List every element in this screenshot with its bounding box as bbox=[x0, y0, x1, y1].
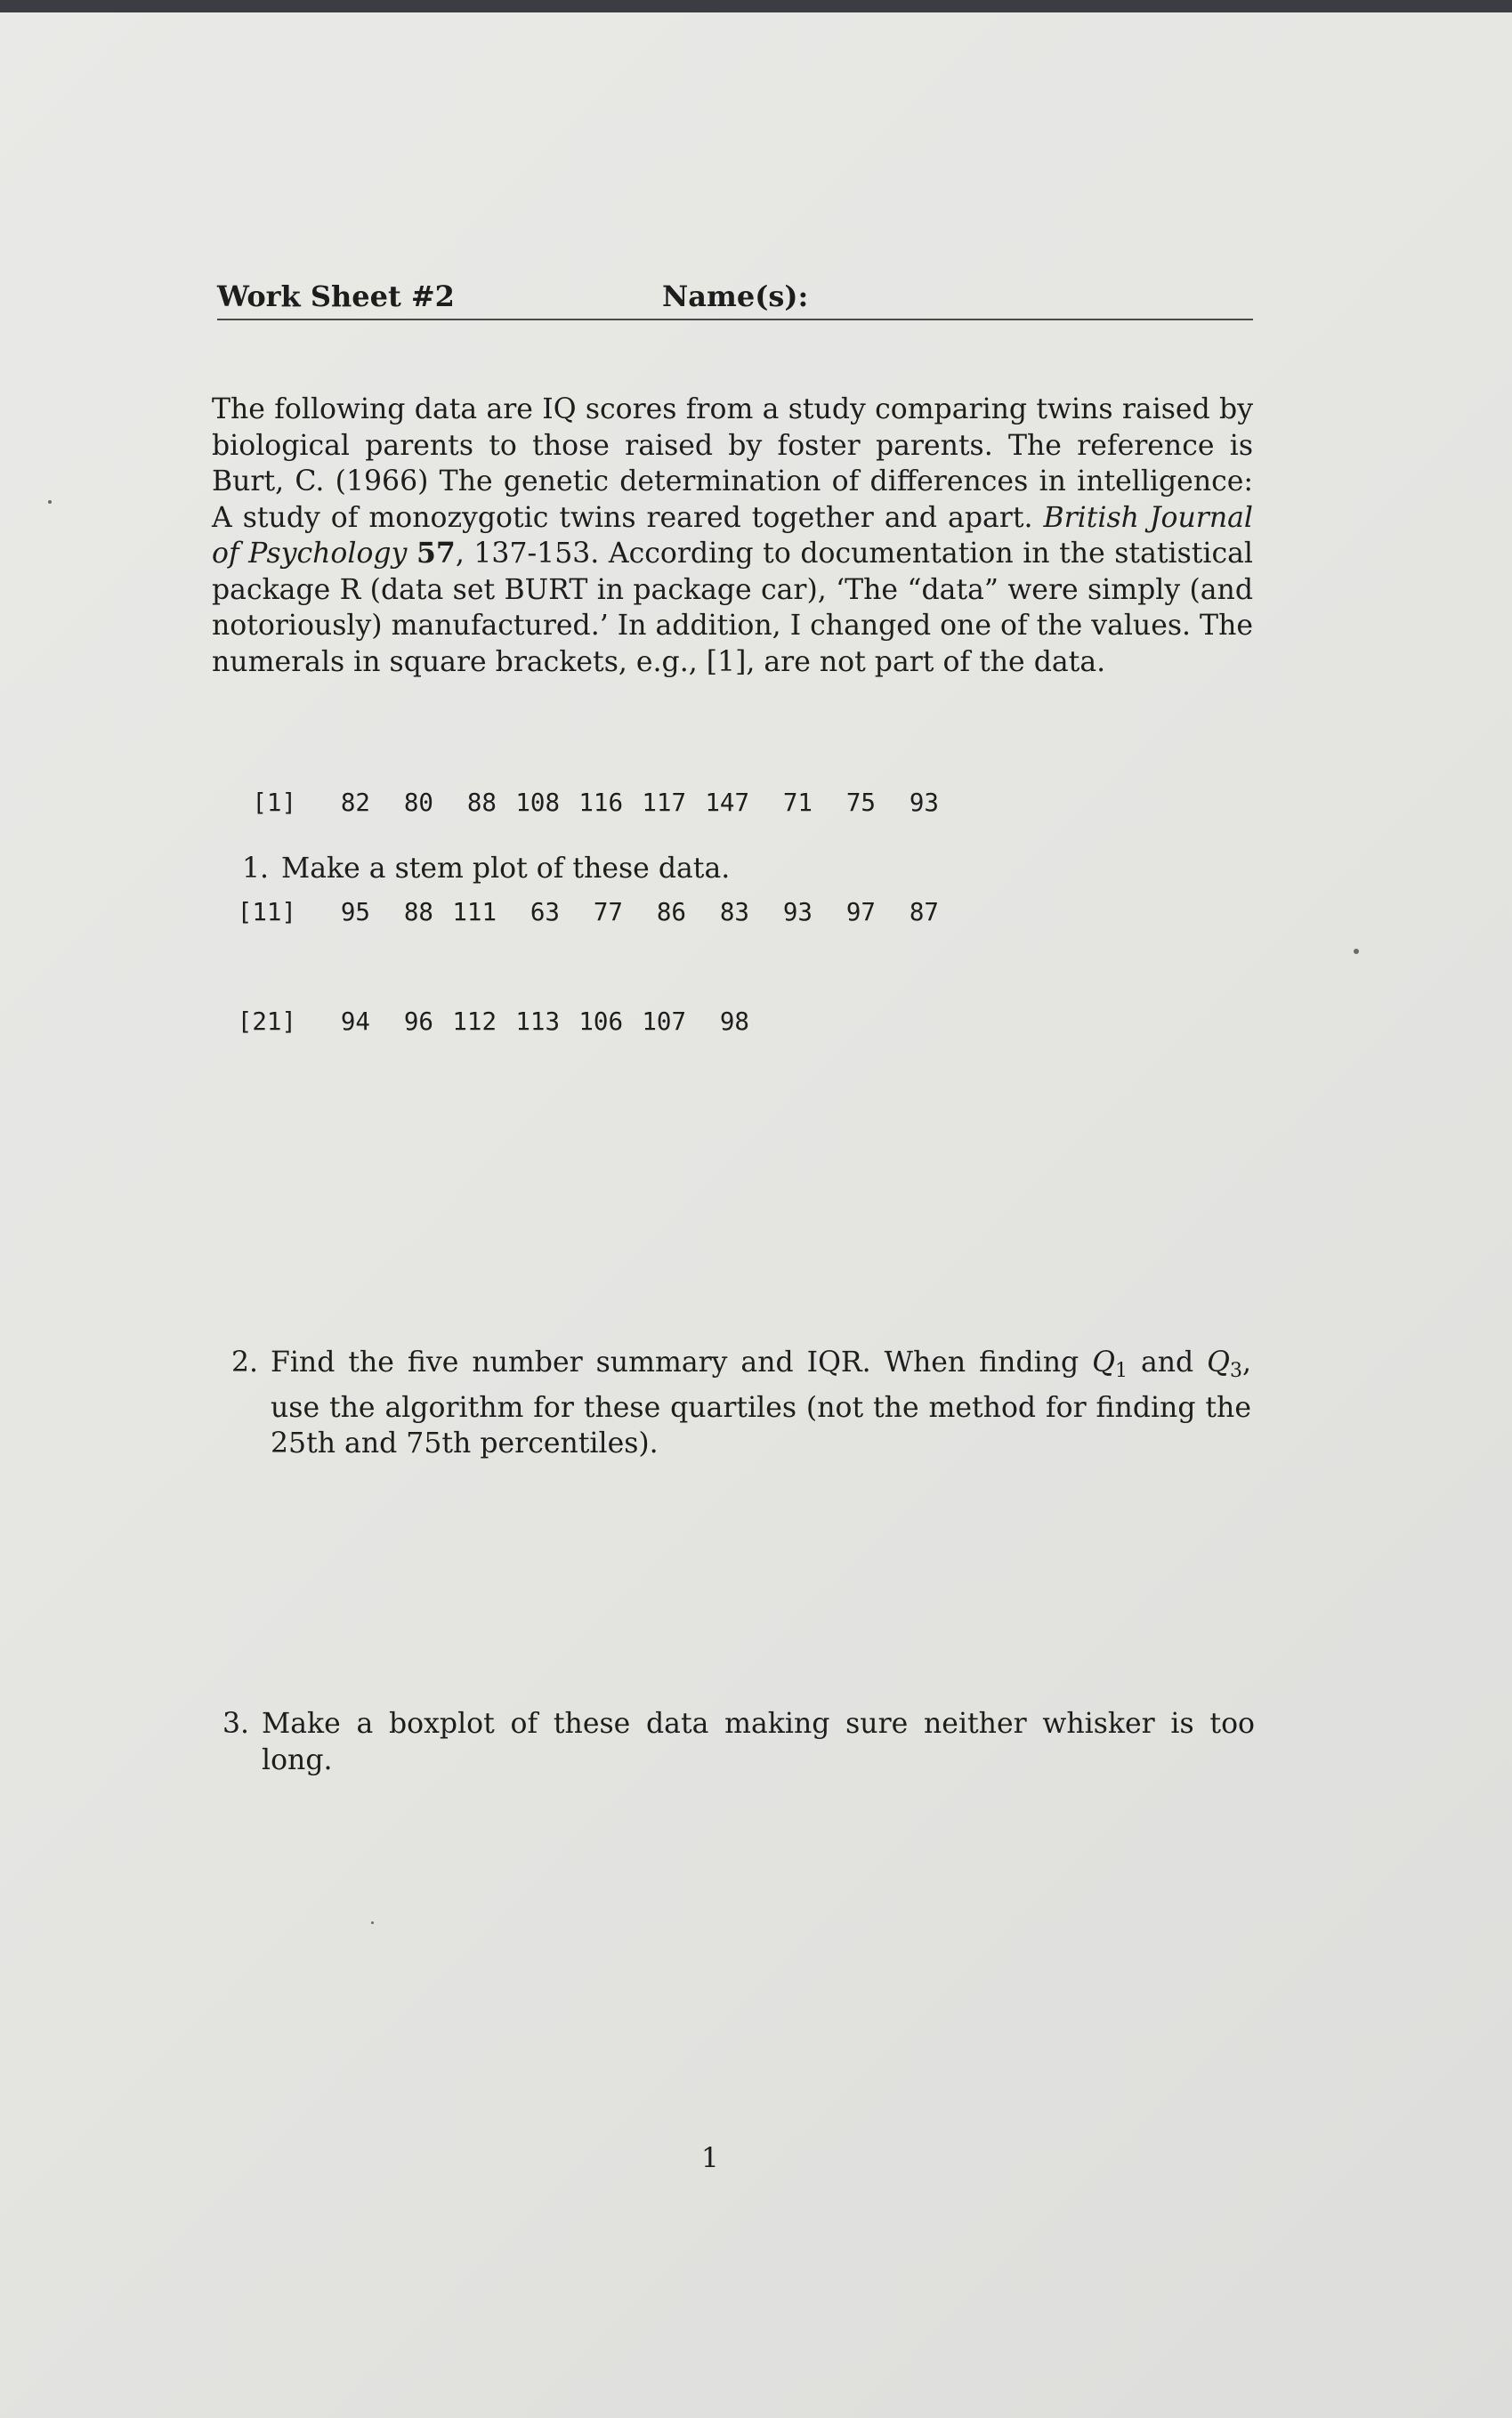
worksheet-page bbox=[0, 12, 1512, 2418]
question-text bbox=[271, 1345, 1251, 1462]
intro-text-2: , 137-153. According to documentation in the statistical package R (data set BURT in package car), ‘The “data” were simply (and notoriously) manufactured.’ In addition, I changed one of the values. The numerals in square brackets, e.g., [1], are not part of the data. bbox=[212, 538, 1254, 678]
q1-symbol: Q bbox=[1092, 1346, 1115, 1379]
q3-subscript: 3 bbox=[1229, 1360, 1242, 1382]
data-value: 106 bbox=[578, 1007, 623, 1036]
row-index: [11] bbox=[237, 898, 296, 926]
data-value: 116 bbox=[578, 788, 623, 817]
question-number: 3. bbox=[222, 1708, 250, 1740]
data-value: 93 bbox=[909, 788, 939, 817]
paper-speck bbox=[1354, 949, 1359, 954]
paper-speck bbox=[48, 500, 52, 504]
data-row bbox=[225, 785, 939, 821]
data-value: 83 bbox=[719, 898, 749, 926]
q2-text-c: , use the algorithm for these quartiles (not the method for finding the 25th and 75th percentiles). bbox=[271, 1346, 1251, 1460]
data-value: 71 bbox=[782, 788, 813, 817]
data-value: 75 bbox=[845, 788, 876, 817]
intro-paragraph bbox=[212, 392, 1253, 680]
data-value: 87 bbox=[909, 898, 939, 926]
data-value: 96 bbox=[403, 1007, 433, 1036]
q3-symbol: Q bbox=[1207, 1346, 1230, 1379]
row-index: [1] bbox=[252, 788, 296, 817]
data-value: 117 bbox=[642, 788, 686, 817]
q2-text-b: and bbox=[1127, 1346, 1208, 1379]
data-value: 82 bbox=[340, 788, 370, 817]
data-value: 94 bbox=[340, 1007, 370, 1036]
data-row bbox=[225, 1004, 939, 1040]
worksheet-header bbox=[217, 279, 1253, 320]
data-value: 111 bbox=[452, 898, 497, 926]
data-value: 113 bbox=[515, 1007, 560, 1036]
top-dark-edge bbox=[0, 0, 1512, 12]
question-text: Make a boxplot of these data making sure neither whisker is too long. bbox=[262, 1708, 1255, 1776]
data-row bbox=[225, 894, 939, 931]
data-value: 112 bbox=[452, 1007, 497, 1036]
paper-speck bbox=[371, 1921, 374, 1924]
data-value: 108 bbox=[515, 788, 560, 817]
data-value: 95 bbox=[340, 898, 370, 926]
q1-subscript: 1 bbox=[1114, 1360, 1128, 1382]
data-value: 80 bbox=[403, 788, 433, 817]
data-value: 88 bbox=[466, 788, 497, 817]
journal-volume: 57 bbox=[416, 537, 456, 570]
question-number: 2. bbox=[231, 1346, 259, 1379]
q2-text-a: Find the five number summary and IQR. When finding bbox=[271, 1346, 1093, 1379]
question-text: Make a stem plot of these data. bbox=[281, 853, 731, 885]
names-label: Name(s): bbox=[662, 279, 809, 313]
page-number: 1 bbox=[701, 2142, 719, 2174]
data-value: 97 bbox=[845, 898, 876, 926]
worksheet-title: Work Sheet #2 bbox=[217, 279, 455, 313]
row-index: [21] bbox=[237, 1007, 296, 1036]
data-value: 107 bbox=[642, 1007, 686, 1036]
data-value: 147 bbox=[705, 788, 749, 817]
data-value: 93 bbox=[782, 898, 813, 926]
question-number: 1. bbox=[242, 853, 270, 885]
iq-data-block bbox=[225, 712, 939, 1113]
intro-text-1: The following data are IQ scores from a study comparing twins raised by biological parents to those raised by foster parents. The reference is Burt, C. (1966) The genetic determination of differences in intelligence: A study of monozygotic twins reared together and apart. bbox=[212, 393, 1253, 534]
data-value: 88 bbox=[403, 898, 433, 926]
data-value: 77 bbox=[593, 898, 623, 926]
journal-title: British Journal of Psychology bbox=[212, 501, 1253, 570]
data-value: 63 bbox=[530, 898, 560, 926]
data-value: 86 bbox=[656, 898, 686, 926]
data-value: 98 bbox=[719, 1007, 749, 1036]
